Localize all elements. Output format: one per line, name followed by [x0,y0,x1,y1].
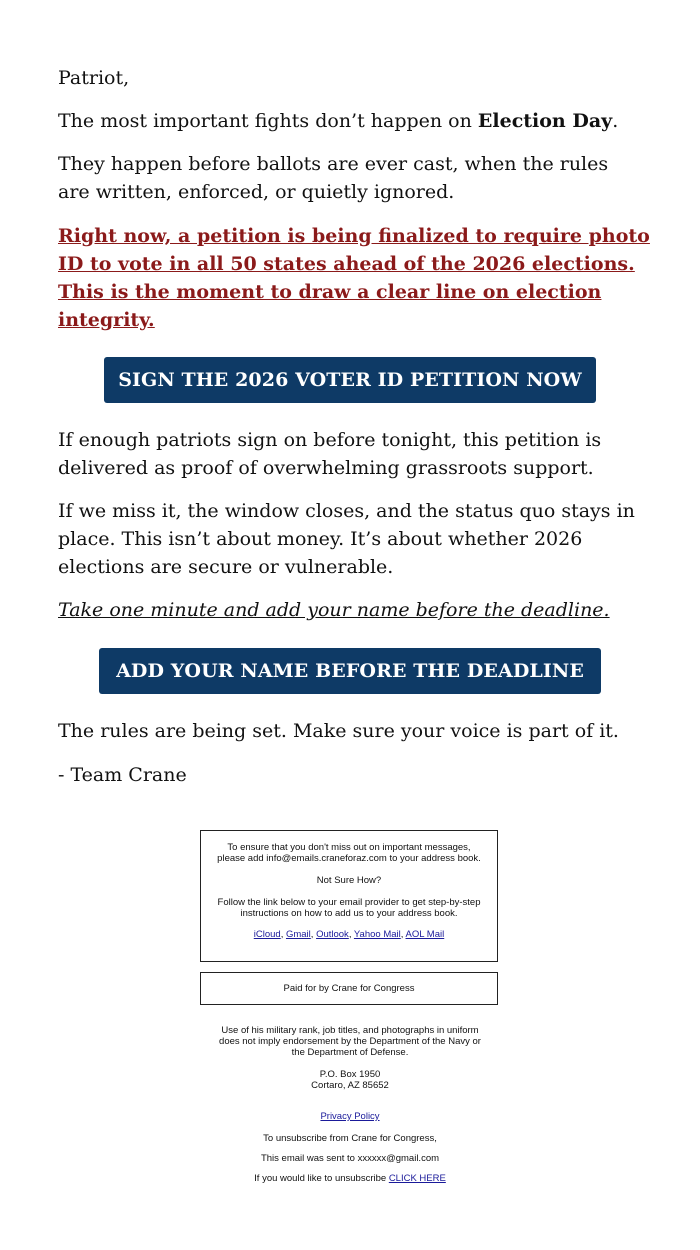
provider-links: iCloud, Gmail, Outlook, Yahoo Mail, AOL Mail [253,929,445,940]
military-disclaimer: Use of his military rank, job titles, and photographs in uniform does not imply endorsement by the Department of the Navy or the Department of Defense. [219,1025,481,1058]
privacy-policy-link[interactable]: Privacy Policy [320,1111,380,1122]
city-state-zip: Cortaro, AZ 85652 [311,1080,389,1091]
aol-mail-link[interactable]: AOL Mail [405,929,445,940]
add-name-italic-link[interactable]: Take one minute and add your name before the deadline. [58,599,610,621]
icloud-link[interactable]: iCloud [253,929,281,940]
sent-to-line: This email was sent to xxxxxx@gmail.com [260,1153,440,1164]
po-box: P.O. Box 1950 [319,1069,381,1080]
closing-paragraph: The rules are being set. Make sure your voice is part of it. [58,720,619,742]
add-name-italic-link-wrap[interactable] [58,596,648,624]
petition-alert-text[interactable]: Right now, a petition is being finalized to require photo ID to vote in all 50 states ahead of the 2026 elections. This is the moment to draw a clear line on election integrity. [58,225,650,331]
rules-paragraph: They happen before ballots are ever cast, when the rules are written, enforced, or quietly ignored. [58,153,609,203]
unsubscribe-line-1: To unsubscribe from Crane for Congress, [263,1133,437,1144]
provider-instructions: Follow the link below to your email provider to get step-by-step instructions on how to add us to your address book. [217,897,481,919]
privacy-policy-wrap [200,1111,500,1122]
gmail-link[interactable]: Gmail [285,929,311,940]
outlook-link[interactable]: Outlook [316,929,349,940]
intro-paragraph [58,107,648,135]
yahoo-mail-link[interactable]: Yahoo Mail [353,929,401,940]
election-day-bold: Election Day [477,110,613,132]
intro-period: . [612,110,619,132]
greeting: Patriot, [58,67,130,89]
intro-text: The most important fights don’t happen on [58,110,478,132]
unsubscribe-prefix: If you would like to unsubscribe [254,1173,389,1184]
sign-petition-button[interactable]: SIGN THE 2026 VOTER ID PETITION NOW [104,357,596,403]
petition-alert-link[interactable] [58,222,658,334]
address-book-box [200,830,498,962]
address-book-instructions: To ensure that you don't miss out on important messages, please add info@emails.craneforaz.com to your address book. [217,842,481,864]
not-sure-how: Not Sure How? [316,875,382,886]
unsubscribe-line-3 [200,1173,500,1184]
unsubscribe-click-here-link[interactable]: CLICK HERE [388,1173,446,1184]
add-name-button[interactable]: ADD YOUR NAME BEFORE THE DEADLINE [99,648,601,694]
grassroots-paragraph: If enough patriots sign on before tonight, this petition is delivered as proof of overwhelming grassroots support. [58,429,602,479]
paid-for-text: Paid for by Crane for Congress [283,983,415,994]
signature: - Team Crane [58,764,187,786]
window-closes-paragraph: If we miss it, the window closes, and the status quo stays in place. This isn’t about money. It’s about whether 2026 elections are secure or vulnerable. [58,500,635,578]
paid-for-box [200,972,498,1005]
